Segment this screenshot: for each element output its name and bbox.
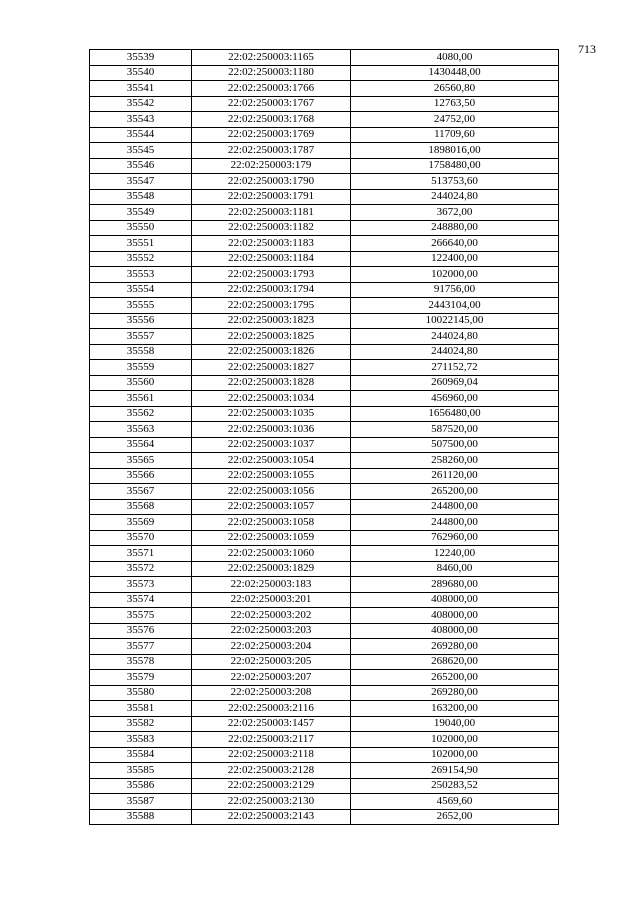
row-number-cell: 35540 — [90, 65, 192, 81]
value-cell: 11709,60 — [351, 127, 559, 143]
value-cell: 269154,90 — [351, 763, 559, 779]
cadastral-number-cell: 22:02:250003:1791 — [192, 189, 351, 205]
row-number-cell: 35581 — [90, 701, 192, 717]
row-number-cell: 35552 — [90, 251, 192, 267]
row-number-cell: 35557 — [90, 329, 192, 345]
table-row — [90, 732, 559, 748]
table-row — [90, 778, 559, 794]
value-cell: 244024,80 — [351, 344, 559, 360]
table-row — [90, 236, 559, 252]
table-row — [90, 716, 559, 732]
table-row — [90, 577, 559, 593]
row-number-cell: 35563 — [90, 422, 192, 438]
value-cell: 408000,00 — [351, 592, 559, 608]
table-row — [90, 794, 559, 810]
value-cell: 408000,00 — [351, 623, 559, 639]
value-cell: 244024,80 — [351, 189, 559, 205]
table-row — [90, 174, 559, 190]
table-row — [90, 329, 559, 345]
value-cell: 4569,60 — [351, 794, 559, 810]
table-row — [90, 468, 559, 484]
cadastral-number-cell: 22:02:250003:1826 — [192, 344, 351, 360]
table-row — [90, 360, 559, 376]
row-number-cell: 35587 — [90, 794, 192, 810]
value-cell: 1656480,00 — [351, 406, 559, 422]
value-cell: 163200,00 — [351, 701, 559, 717]
row-number-cell: 35539 — [90, 50, 192, 66]
cadastral-number-cell: 22:02:250003:204 — [192, 639, 351, 655]
value-cell: 269280,00 — [351, 639, 559, 655]
row-number-cell: 35555 — [90, 298, 192, 314]
cadastral-number-cell: 22:02:250003:1056 — [192, 484, 351, 500]
table-row — [90, 65, 559, 81]
cadastral-number-cell: 22:02:250003:2129 — [192, 778, 351, 794]
value-cell: 248880,00 — [351, 220, 559, 236]
value-cell: 8460,00 — [351, 561, 559, 577]
cadastral-number-cell: 22:02:250003:1183 — [192, 236, 351, 252]
cadastral-number-cell: 22:02:250003:1825 — [192, 329, 351, 345]
row-number-cell: 35547 — [90, 174, 192, 190]
value-cell: 244024,80 — [351, 329, 559, 345]
cadastral-number-cell: 22:02:250003:1827 — [192, 360, 351, 376]
row-number-cell: 35543 — [90, 112, 192, 128]
row-number-cell: 35559 — [90, 360, 192, 376]
cadastral-number-cell: 22:02:250003:1182 — [192, 220, 351, 236]
table-row — [90, 747, 559, 763]
value-cell: 507500,00 — [351, 437, 559, 453]
row-number-cell: 35571 — [90, 546, 192, 562]
cadastral-number-cell: 22:02:250003:1769 — [192, 127, 351, 143]
value-cell: 244800,00 — [351, 515, 559, 531]
table-row — [90, 701, 559, 717]
row-number-cell: 35584 — [90, 747, 192, 763]
cadastral-number-cell: 22:02:250003:1181 — [192, 205, 351, 221]
row-number-cell: 35553 — [90, 267, 192, 283]
row-number-cell: 35570 — [90, 530, 192, 546]
row-number-cell: 35567 — [90, 484, 192, 500]
table-row — [90, 391, 559, 407]
cadastral-number-cell: 22:02:250003:1823 — [192, 313, 351, 329]
value-cell: 456960,00 — [351, 391, 559, 407]
cadastral-number-cell: 22:02:250003:1037 — [192, 437, 351, 453]
cadastral-number-cell: 22:02:250003:1766 — [192, 81, 351, 97]
table-row — [90, 685, 559, 701]
cadastral-number-cell: 22:02:250003:205 — [192, 654, 351, 670]
cadastral-number-cell: 22:02:250003:1035 — [192, 406, 351, 422]
table-row — [90, 670, 559, 686]
row-number-cell: 35574 — [90, 592, 192, 608]
cadastral-number-cell: 22:02:250003:2116 — [192, 701, 351, 717]
cadastral-number-cell: 22:02:250003:2118 — [192, 747, 351, 763]
table-row — [90, 189, 559, 205]
value-cell: 102000,00 — [351, 267, 559, 283]
value-cell: 3672,00 — [351, 205, 559, 221]
page-number: 713 — [578, 42, 596, 56]
cadastral-number-cell: 22:02:250003:1457 — [192, 716, 351, 732]
cadastral-number-cell: 22:02:250003:208 — [192, 685, 351, 701]
value-cell: 4080,00 — [351, 50, 559, 66]
table-row — [90, 81, 559, 97]
value-cell: 1758480,00 — [351, 158, 559, 174]
row-number-cell: 35565 — [90, 453, 192, 469]
row-number-cell: 35562 — [90, 406, 192, 422]
value-cell: 268620,00 — [351, 654, 559, 670]
cadastral-number-cell: 22:02:250003:1829 — [192, 561, 351, 577]
row-number-cell: 35564 — [90, 437, 192, 453]
table-row — [90, 158, 559, 174]
value-cell: 762960,00 — [351, 530, 559, 546]
cadastral-value-table — [89, 49, 559, 825]
value-cell: 26560,80 — [351, 81, 559, 97]
row-number-cell: 35585 — [90, 763, 192, 779]
table-row — [90, 608, 559, 624]
cadastral-number-cell: 22:02:250003:1767 — [192, 96, 351, 112]
table-row — [90, 313, 559, 329]
value-cell: 265200,00 — [351, 484, 559, 500]
cadastral-number-cell: 22:02:250003:203 — [192, 623, 351, 639]
table-row — [90, 205, 559, 221]
cadastral-number-cell: 22:02:250003:1180 — [192, 65, 351, 81]
row-number-cell: 35566 — [90, 468, 192, 484]
value-cell: 289680,00 — [351, 577, 559, 593]
cadastral-number-cell: 22:02:250003:1036 — [192, 422, 351, 438]
cadastral-number-cell: 22:02:250003:1058 — [192, 515, 351, 531]
row-number-cell: 35580 — [90, 685, 192, 701]
table-row — [90, 515, 559, 531]
table-row — [90, 623, 559, 639]
table-row — [90, 639, 559, 655]
table-row — [90, 484, 559, 500]
row-number-cell: 35560 — [90, 375, 192, 391]
table-row — [90, 453, 559, 469]
value-cell: 102000,00 — [351, 747, 559, 763]
row-number-cell: 35556 — [90, 313, 192, 329]
table-row — [90, 546, 559, 562]
table-row — [90, 220, 559, 236]
row-number-cell: 35548 — [90, 189, 192, 205]
row-number-cell: 35588 — [90, 809, 192, 825]
table-row — [90, 282, 559, 298]
cadastral-number-cell: 22:02:250003:1057 — [192, 499, 351, 515]
cadastral-number-cell: 22:02:250003:1054 — [192, 453, 351, 469]
value-cell: 258260,00 — [351, 453, 559, 469]
cadastral-number-cell: 22:02:250003:2128 — [192, 763, 351, 779]
cadastral-number-cell: 22:02:250003:183 — [192, 577, 351, 593]
table-row — [90, 763, 559, 779]
table-row — [90, 298, 559, 314]
value-cell: 12240,00 — [351, 546, 559, 562]
table-row — [90, 499, 559, 515]
row-number-cell: 35558 — [90, 344, 192, 360]
table-row — [90, 561, 559, 577]
row-number-cell: 35573 — [90, 577, 192, 593]
table-row — [90, 143, 559, 159]
value-cell: 91756,00 — [351, 282, 559, 298]
table-row — [90, 344, 559, 360]
table-row — [90, 127, 559, 143]
row-number-cell: 35549 — [90, 205, 192, 221]
row-number-cell: 35586 — [90, 778, 192, 794]
value-cell: 269280,00 — [351, 685, 559, 701]
table-row — [90, 654, 559, 670]
value-cell: 261120,00 — [351, 468, 559, 484]
table-row — [90, 267, 559, 283]
row-number-cell: 35545 — [90, 143, 192, 159]
table-row — [90, 406, 559, 422]
cadastral-number-cell: 22:02:250003:1034 — [192, 391, 351, 407]
table-row — [90, 50, 559, 66]
row-number-cell: 35550 — [90, 220, 192, 236]
row-number-cell: 35544 — [90, 127, 192, 143]
cadastral-number-cell: 22:02:250003:1828 — [192, 375, 351, 391]
row-number-cell: 35546 — [90, 158, 192, 174]
value-cell: 266640,00 — [351, 236, 559, 252]
cadastral-number-cell: 22:02:250003:1790 — [192, 174, 351, 190]
table-row — [90, 592, 559, 608]
row-number-cell: 35554 — [90, 282, 192, 298]
value-cell: 2443104,00 — [351, 298, 559, 314]
value-cell: 244800,00 — [351, 499, 559, 515]
value-cell: 2652,00 — [351, 809, 559, 825]
row-number-cell: 35541 — [90, 81, 192, 97]
value-cell: 587520,00 — [351, 422, 559, 438]
cadastral-number-cell: 22:02:250003:2117 — [192, 732, 351, 748]
row-number-cell: 35561 — [90, 391, 192, 407]
row-number-cell: 35569 — [90, 515, 192, 531]
value-cell: 10022145,00 — [351, 313, 559, 329]
value-cell: 12763,50 — [351, 96, 559, 112]
table-body — [90, 50, 559, 825]
row-number-cell: 35583 — [90, 732, 192, 748]
value-cell: 19040,00 — [351, 716, 559, 732]
cadastral-number-cell: 22:02:250003:1165 — [192, 50, 351, 66]
value-cell: 265200,00 — [351, 670, 559, 686]
cadastral-number-cell: 22:02:250003:1793 — [192, 267, 351, 283]
row-number-cell: 35572 — [90, 561, 192, 577]
value-cell: 122400,00 — [351, 251, 559, 267]
table-row — [90, 422, 559, 438]
table-row — [90, 96, 559, 112]
value-cell: 250283,52 — [351, 778, 559, 794]
value-cell: 1430448,00 — [351, 65, 559, 81]
table-row — [90, 251, 559, 267]
value-cell: 513753,60 — [351, 174, 559, 190]
row-number-cell: 35582 — [90, 716, 192, 732]
cadastral-number-cell: 22:02:250003:1794 — [192, 282, 351, 298]
cadastral-number-cell: 22:02:250003:1787 — [192, 143, 351, 159]
value-cell: 24752,00 — [351, 112, 559, 128]
value-cell: 408000,00 — [351, 608, 559, 624]
table-row — [90, 375, 559, 391]
cadastral-number-cell: 22:02:250003:1768 — [192, 112, 351, 128]
table-row — [90, 809, 559, 825]
cadastral-number-cell: 22:02:250003:207 — [192, 670, 351, 686]
cadastral-number-cell: 22:02:250003:2130 — [192, 794, 351, 810]
cadastral-number-cell: 22:02:250003:1060 — [192, 546, 351, 562]
row-number-cell: 35579 — [90, 670, 192, 686]
value-cell: 1898016,00 — [351, 143, 559, 159]
value-cell: 260969,04 — [351, 375, 559, 391]
cadastral-number-cell: 22:02:250003:1795 — [192, 298, 351, 314]
cadastral-number-cell: 22:02:250003:2143 — [192, 809, 351, 825]
row-number-cell: 35542 — [90, 96, 192, 112]
table-row — [90, 437, 559, 453]
cadastral-number-cell: 22:02:250003:1055 — [192, 468, 351, 484]
row-number-cell: 35578 — [90, 654, 192, 670]
value-cell: 102000,00 — [351, 732, 559, 748]
cadastral-number-cell: 22:02:250003:1059 — [192, 530, 351, 546]
row-number-cell: 35575 — [90, 608, 192, 624]
row-number-cell: 35551 — [90, 236, 192, 252]
cadastral-number-cell: 22:02:250003:201 — [192, 592, 351, 608]
cadastral-number-cell: 22:02:250003:202 — [192, 608, 351, 624]
value-cell: 271152,72 — [351, 360, 559, 376]
table-row — [90, 112, 559, 128]
cadastral-number-cell: 22:02:250003:179 — [192, 158, 351, 174]
row-number-cell: 35577 — [90, 639, 192, 655]
row-number-cell: 35568 — [90, 499, 192, 515]
row-number-cell: 35576 — [90, 623, 192, 639]
cadastral-number-cell: 22:02:250003:1184 — [192, 251, 351, 267]
table-row — [90, 530, 559, 546]
